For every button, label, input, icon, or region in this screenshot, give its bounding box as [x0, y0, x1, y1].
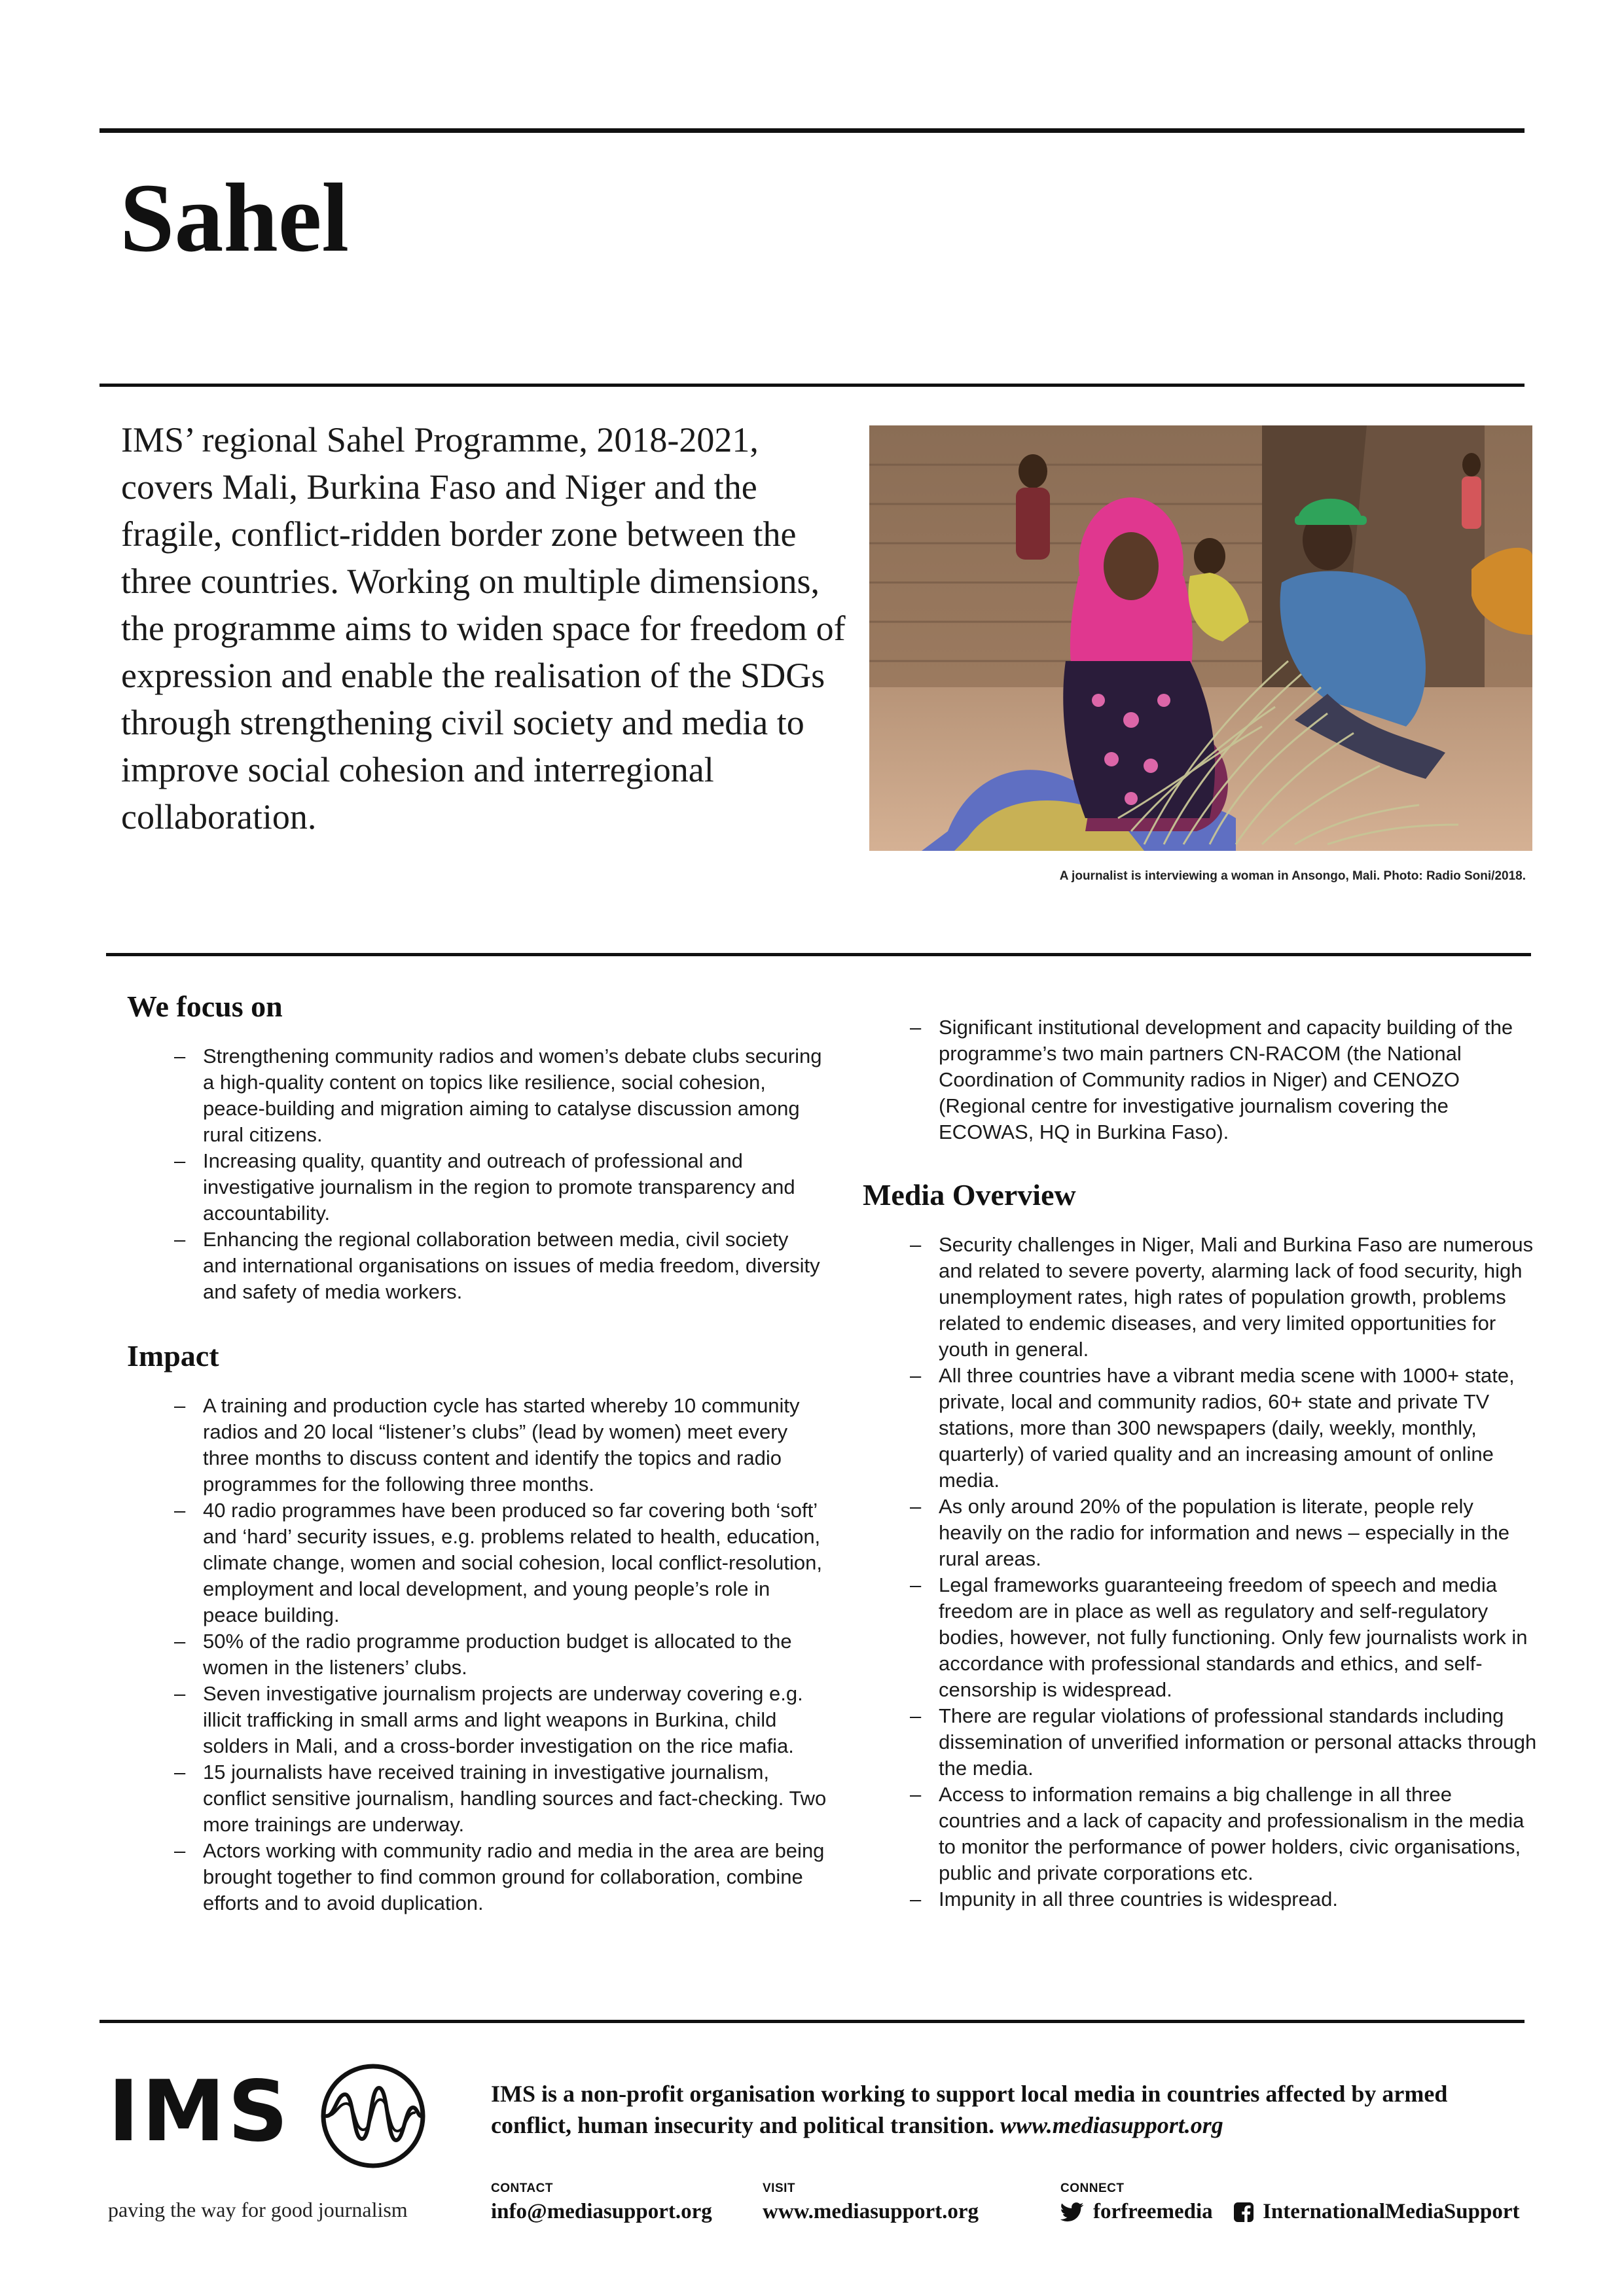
left-column — [127, 988, 827, 1916]
page-title: Sahel — [120, 164, 350, 272]
ims-logo-text: IMS — [108, 2063, 291, 2161]
sound-wave-icon — [319, 2062, 427, 2170]
list-item: – All three countries have a vibrant media scene with 1000+ state, private, local and community radios, 60+ state and private TV stations, more than 300 newspapers (daily, weekly, monthly, quarterly) of varied quality and an increasing amount of online media. — [863, 1363, 1537, 1494]
visit-block — [763, 2181, 979, 2224]
footer-rule — [99, 2020, 1525, 2023]
contact-email-link[interactable]: info@mediasupport.org — [491, 2200, 712, 2223]
list-item: – Impunity in all three countries is widespread. — [863, 1886, 1537, 1912]
focus-list — [127, 1043, 827, 1305]
ims-logo — [108, 2063, 435, 2168]
program-photo — [869, 425, 1532, 851]
twitter-icon — [1060, 2202, 1084, 2222]
list-item: – Significant institutional development and capacity building of the programme’s two main partners CN-RACOM (the National Coordination of Community radios in Niger) and CENOZO (Regional centre for investigative journalism covering the ECOWAS, HQ in Burkina Faso). — [863, 1014, 1537, 1145]
section-rule — [106, 953, 1531, 956]
list-item: – Legal frameworks guaranteeing freedom of speech and media freedom are in place as well as regulatory and self-regulatory bodies, however, not fully functioning. Only few journalists work in accordance with professional standards and ethics, and self-censorship is widespread. — [863, 1572, 1537, 1703]
impact-list — [127, 1393, 827, 1916]
list-item: – Strengthening community radios and women’s debate clubs securing a high-quality content on topics like resilience, social cohesion, peace-building and migration aiming to catalyse discussion among rural citizens. — [127, 1043, 827, 1148]
contact-label: CONTACT — [491, 2181, 553, 2195]
facebook-handle: InternationalMediaSupport — [1263, 2200, 1520, 2223]
journalist-interview-illustration — [869, 425, 1532, 851]
photo-caption: A journalist is interviewing a woman in Ansongo, Mali. Photo: Radio Soni/2018. — [1059, 869, 1526, 883]
list-item: – Security challenges in Niger, Mali and Burkina Faso are numerous and related to severe poverty, alarming lack of food security, high unemployment rates, high rates of population growth, problems related to endemic diseases, and very limited opportunities for youth in general. — [863, 1232, 1537, 1363]
list-item: – There are regular violations of professional standards including dissemination of unverified information or personal attacks through the media. — [863, 1703, 1537, 1782]
intro-paragraph: IMS’ regional Sahel Programme, 2018-2021, covers Mali, Burkina Faso and Niger and the fragile, conflict-ridden border zone between the three countries. Working on multiple dimensions, the programme aims to widen space for freedom of expression and enable the realisation of the SDGs through strengthening civil society and media to improve social cohesion and interregional collaboration. — [121, 420, 846, 836]
twitter-handle: forfreemedia — [1093, 2200, 1213, 2223]
right-column — [863, 1014, 1537, 1912]
list-item: – 15 journalists have received training in investigative journalism, conflict sensitive journalism, handling sources and fact-checking. Two more trainings are underway. — [127, 1759, 827, 1838]
list-item: – Actors working with community radio and media in the area are being brought together to find common ground for collaboration, combine efforts and to avoid duplication. — [127, 1838, 827, 1916]
connect-label: CONNECT — [1060, 2181, 1125, 2195]
top-rule — [99, 128, 1525, 133]
contact-block — [491, 2181, 712, 2224]
list-item: – Enhancing the regional collaboration between media, civil society and international organisations on issues of media freedom, diversity and safety of media workers. — [127, 1227, 827, 1305]
media-overview-heading: Media Overview — [863, 1178, 1076, 1211]
list-item: – A training and production cycle has started whereby 10 community radios and 20 local “listener’s clubs” (lead by women) meet every three months to discuss content and identify the topics and radio programmes for the following three months. — [127, 1393, 827, 1498]
title-rule — [99, 384, 1525, 387]
list-item: – Seven investigative journalism projects are underway covering e.g. illicit trafficking in small arms and light weapons in Burkina, child solders in Mali, and a cross-border investigation on the rice mafia. — [127, 1681, 827, 1759]
mission-statement — [491, 2078, 1512, 2141]
focus-heading: We focus on — [127, 990, 283, 1023]
visit-website-link[interactable]: www.mediasupport.org — [763, 2200, 979, 2223]
media-overview-list — [863, 1232, 1537, 1912]
list-item: – 40 radio programmes have been produced so far covering both ‘soft’ and ‘hard’ security issues, e.g. problems related to health, education, climate change, women and social cohesion, local conflict-resolution, employment and local development, and young people’s role in peace building. — [127, 1498, 827, 1628]
mission-link[interactable]: www.mediasupport.org — [1000, 2112, 1223, 2138]
focus-list-continued — [863, 1014, 1537, 1145]
visit-label: VISIT — [763, 2181, 796, 2195]
connect-block — [1060, 2181, 1538, 2225]
facebook-icon — [1234, 2202, 1254, 2222]
list-item: – Access to information remains a big challenge in all three countries and a lack of capacity and professionalism in the media to monitor the performance of power holders, civic organisations, public and private corporations etc. — [863, 1782, 1537, 1886]
facebook-link[interactable] — [1234, 2200, 1519, 2224]
list-item: – Increasing quality, quantity and outreach of professional and investigative journalism in the region to promote transparency and accountability. — [127, 1148, 827, 1227]
list-item: – As only around 20% of the population is literate, people rely heavily on the radio for information and news – especially in the rural areas. — [863, 1494, 1537, 1572]
twitter-link[interactable] — [1060, 2200, 1213, 2224]
list-item: – 50% of the radio programme production budget is allocated to the women in the listeners’ clubs. — [127, 1628, 827, 1681]
mission-text: IMS is a non-profit organisation working to support local media in countries affected by armed conflict, human insecurity and political transition. — [491, 2081, 1448, 2138]
impact-heading: Impact — [127, 1339, 219, 1372]
logo-tagline: paving the way for good journalism — [108, 2198, 408, 2221]
